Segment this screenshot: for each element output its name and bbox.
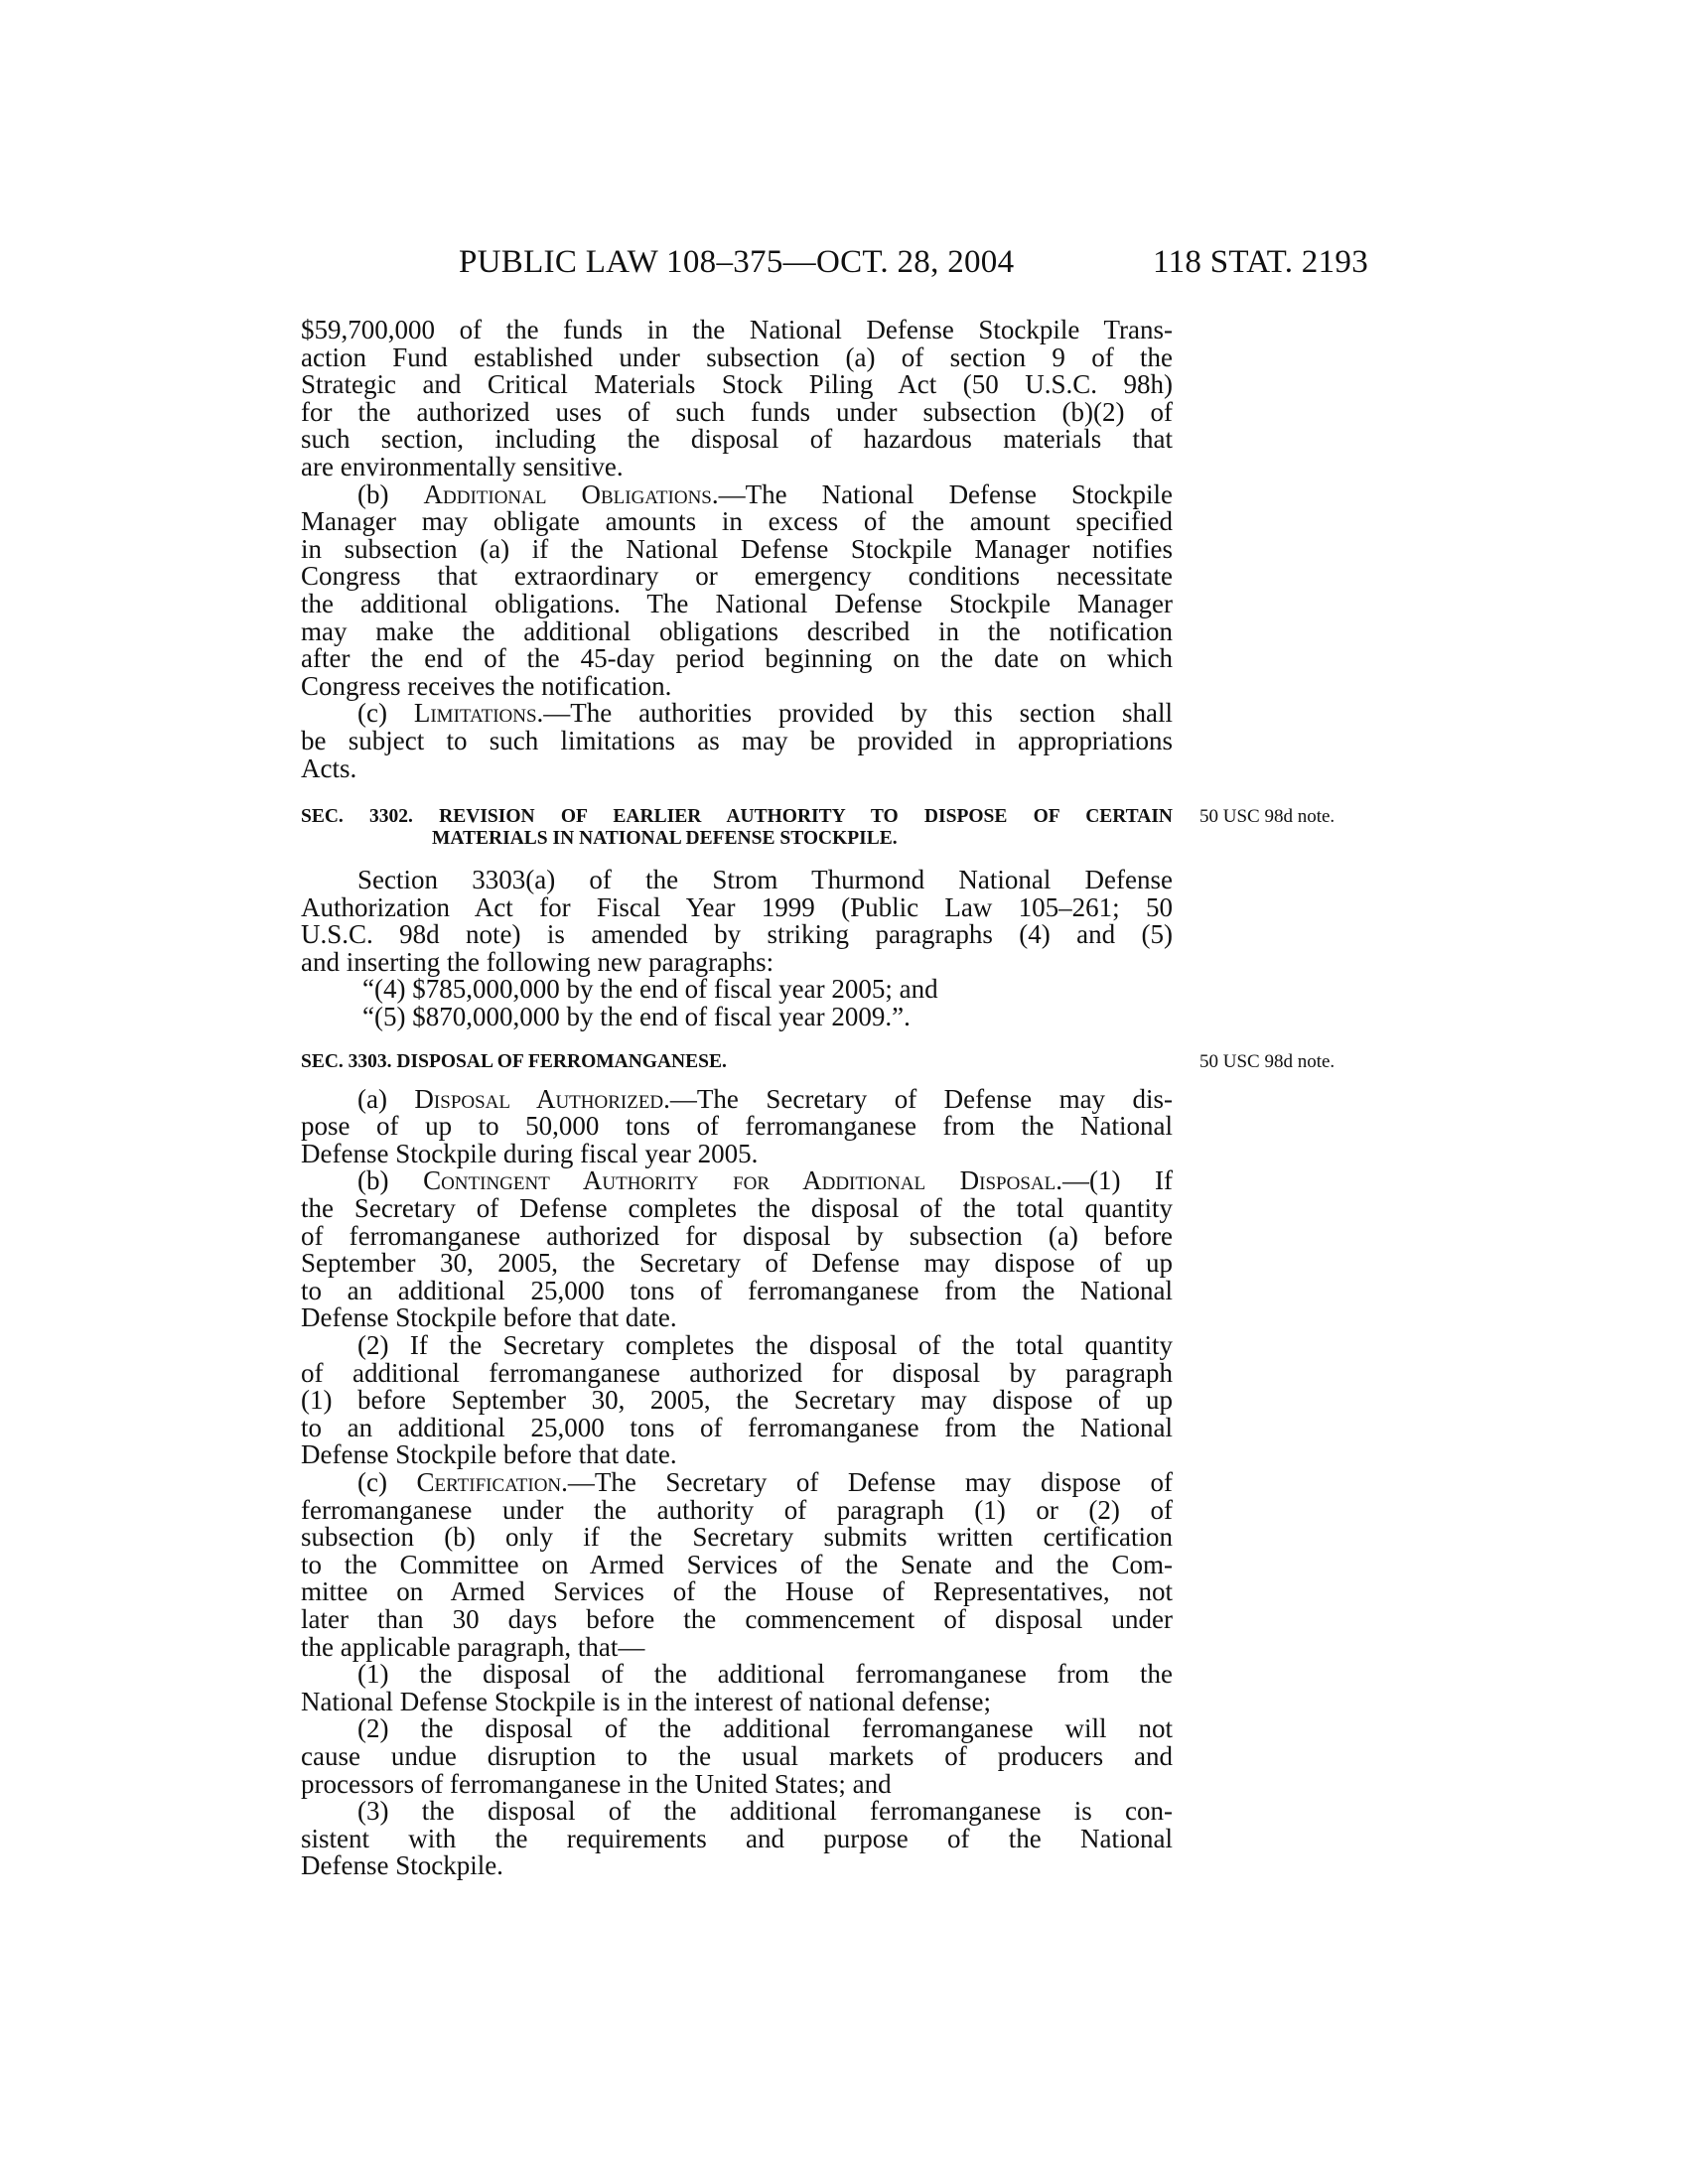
page-number: 118 STAT. 2193 [1153, 244, 1368, 280]
paragraph-line: such section, including the disposal of hazardous materials that [301, 424, 1173, 455]
paragraph [301, 976, 1173, 1030]
paragraph-line: of additional ferromanganese authorized for disposal by paragraph [301, 1357, 1173, 1388]
paragraph-line: the additional obligations. The National Defense Stockpile Manager [301, 588, 1173, 618]
paragraph-line: Defense Stockpile. [301, 1850, 503, 1881]
section-heading [301, 1050, 1336, 1073]
paragraph-line: processors of ferromanganese in the United States; and [301, 1768, 892, 1799]
paragraph-heading: Contingent Authority for Additional Disposal [423, 1165, 1056, 1196]
paragraph-line: Congress receives the notification. [301, 670, 672, 701]
paragraph-line [301, 1083, 1174, 1114]
paragraph-line: are environmentally sensitive. [301, 451, 624, 481]
paragraph-line: (3) the disposal of the additional ferromanganese is con- [357, 1796, 1173, 1827]
running-header-title: PUBLIC LAW 108–375—OCT. 28, 2004 [459, 244, 1015, 280]
paragraph-line [301, 1167, 1173, 1195]
paragraph-line: Congress that extraordinary or emergency conditions necessitate [301, 561, 1173, 592]
paragraph-line: be subject to such limitations as may be provided in appropriations [301, 725, 1173, 755]
paragraph-line: mittee on Armed Services of the House of Representatives, not [301, 1576, 1173, 1607]
paragraph-label: (c) [357, 1466, 417, 1497]
paragraph-line: to an additional 25,000 tons of ferromanganese from the National [301, 1275, 1173, 1305]
paragraph-line: subsection (b) only if the Secretary submits written certification [301, 1522, 1173, 1553]
paragraph-line: to the Committee on Armed Services of the Senate and the Com- [301, 1549, 1173, 1579]
paragraph-heading: Additional Obligations [423, 478, 712, 509]
paragraph-line: of ferromanganese authorized for disposal by subsection (a) before [301, 1220, 1173, 1251]
paragraph [301, 700, 1173, 782]
paragraph-text: .—The National Defense Stockpile [711, 478, 1174, 509]
paragraph-line: Defense Stockpile before that date. [301, 1439, 677, 1470]
paragraph-line: Acts. [301, 752, 357, 783]
paragraph-line [301, 478, 1174, 509]
paragraph-line: (2) If the Secretary completes the disposal of the total quantity [357, 1330, 1173, 1360]
section-heading-line: MATERIALS IN NATIONAL DEFENSE STOCKPILE. [432, 828, 898, 850]
paragraph-line: sistent with the requirements and purpose of the National [301, 1823, 1173, 1853]
section-heading [301, 806, 1336, 850]
paragraph-text: .—The Secretary of Defense may dis- [663, 1083, 1174, 1114]
section-heading-line: SEC. 3303. DISPOSAL OF FERROMANGANESE. [301, 1050, 727, 1072]
paragraph [301, 1661, 1173, 1715]
margin-note: 50 USC 98d note. [1199, 806, 1336, 828]
paragraph [301, 1466, 1173, 1662]
paragraph-label: (b) [357, 1165, 424, 1196]
paragraph-line: Authorization Act for Fiscal Year 1999 (Public Law 105–261; 50 [301, 891, 1173, 922]
paragraph-line: Section 3303(a) of the Strom Thurmond National Defense [357, 865, 1173, 895]
paragraph-line: for the authorized uses of such funds under subsection (b)(2) of [301, 396, 1173, 427]
paragraph [301, 478, 1174, 701]
paragraph [301, 1167, 1173, 1332]
paragraph [301, 1332, 1173, 1469]
paragraph-line: Defense Stockpile before that date. [301, 1302, 677, 1333]
paragraph-line: and inserting the following new paragraphs: [301, 946, 774, 977]
section-heading-line: SEC. 3302. REVISION OF EARLIER AUTHORITY TO DISPOSE OF CERTAIN [301, 806, 1173, 828]
paragraph-line: National Defense Stockpile is in the interest of national defense; [301, 1686, 992, 1716]
paragraph-text: .—The authorities provided by this section shall [536, 698, 1173, 729]
paragraph [301, 1798, 1173, 1880]
paragraph-line [301, 700, 1173, 728]
paragraph-line: pose of up to 50,000 tons of ferromanganese from the National [301, 1111, 1173, 1142]
paragraph-heading: Disposal Authorized [414, 1083, 664, 1114]
document-body [301, 315, 1336, 1881]
paragraph-line: the Secretary of Defense completes the disposal of the total quantity [301, 1193, 1173, 1224]
paragraph-line: September 30, 2005, the Secretary of Defense may dispose of up [301, 1248, 1173, 1279]
paragraph-line: action Fund established under subsection (a) of section 9 of the [301, 341, 1173, 372]
paragraph-line: “(5) $870,000,000 by the end of fiscal year 2009.”. [362, 1002, 911, 1032]
paragraph-heading: Certification [416, 1466, 562, 1497]
paragraph-text: .—The Secretary of Defense may dispose of [561, 1466, 1173, 1497]
paragraph-label: (b) [357, 478, 424, 509]
paragraph-line: ferromanganese under the authority of paragraph (1) or (2) of [301, 1494, 1173, 1525]
paragraph [301, 1715, 1173, 1798]
paragraph [301, 1083, 1174, 1168]
paragraph-line: Defense Stockpile during fiscal year 2005. [301, 1138, 759, 1168]
paragraph-line: (2) the disposal of the additional ferromanganese will not [357, 1713, 1173, 1744]
paragraph-line: “(4) $785,000,000 by the end of fiscal year 2005; and [362, 974, 938, 1005]
paragraph-line: in subsection (a) if the National Defense Stockpile Manager notifies [301, 533, 1173, 564]
paragraph [301, 317, 1173, 481]
paragraph-line: Strategic and Critical Materials Stock Piling Act (50 U.S.C. 98h) [301, 369, 1173, 400]
paragraph-line: (1) the disposal of the additional ferromanganese from the [357, 1659, 1173, 1690]
paragraph-line: Manager may obligate amounts in excess of the amount specified [301, 506, 1173, 537]
paragraph-label: (a) [357, 1083, 415, 1114]
paragraph-line: U.S.C. 98d note) is amended by striking paragraphs (4) and (5) [301, 919, 1173, 950]
paragraph [301, 867, 1173, 976]
paragraph-line [301, 1466, 1173, 1497]
paragraph-line: cause undue disruption to the usual markets of producers and [301, 1740, 1173, 1771]
paragraph-heading: Limitations [413, 698, 537, 729]
paragraph-line: the applicable paragraph, that— [301, 1631, 645, 1662]
paragraph-line: after the end of the 45-day period beginning on the date on which [301, 643, 1173, 674]
paragraph-line: to an additional 25,000 tons of ferromanganese from the National [301, 1412, 1173, 1442]
paragraph-label: (c) [357, 698, 414, 729]
paragraph-line: $59,700,000 of the funds in the National Defense Stockpile Trans- [301, 315, 1173, 344]
paragraph-line: (1) before September 30, 2005, the Secretary may dispose of up [301, 1385, 1173, 1416]
paragraph-line: may make the additional obligations described in the notification [301, 615, 1173, 646]
paragraph-text: .—(1) If [1055, 1165, 1174, 1196]
paragraph-line: later than 30 days before the commencement of disposal under [301, 1603, 1173, 1634]
margin-note: 50 USC 98d note. [1199, 1050, 1336, 1072]
